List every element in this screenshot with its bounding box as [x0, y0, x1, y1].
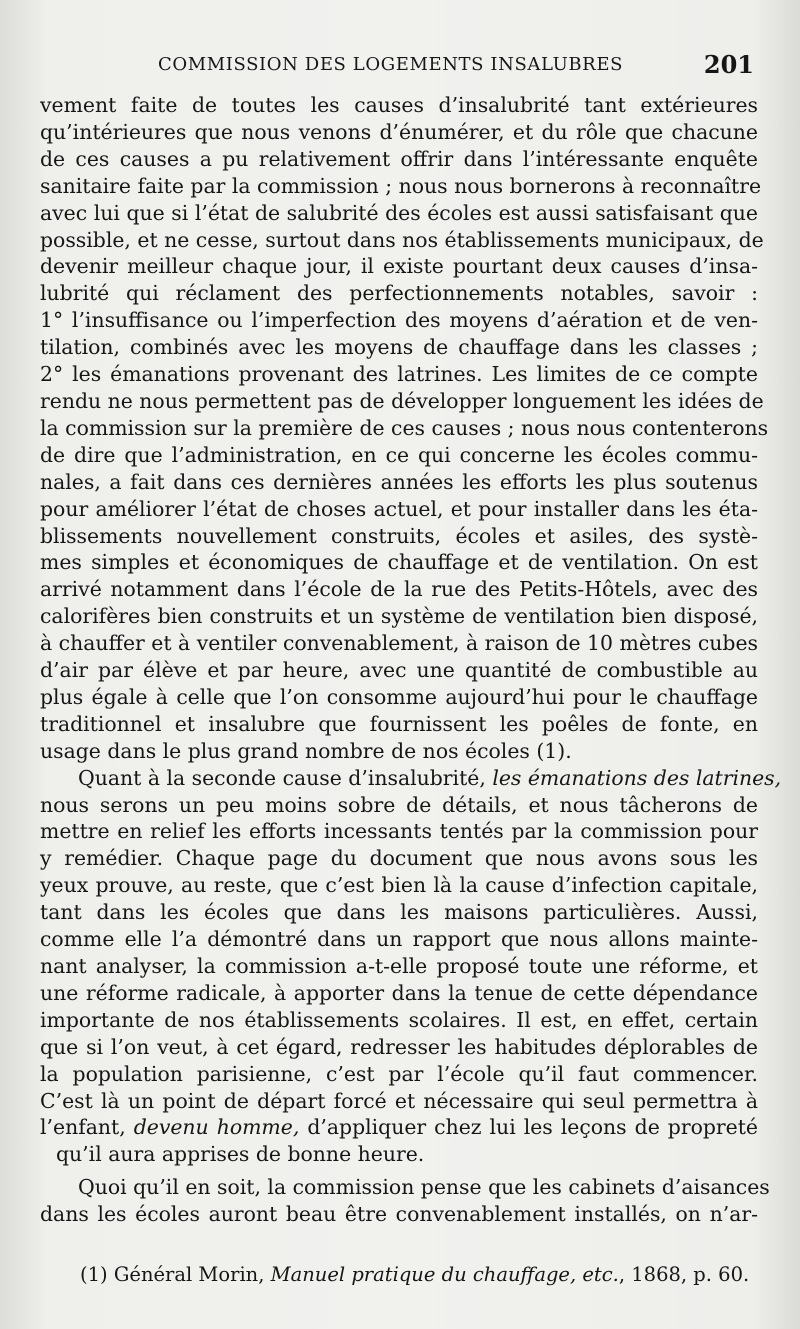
text-line: usage dans le plus grand nombre de nos écoles (1).	[40, 738, 572, 763]
italic-phrase: devenu homme,	[133, 1115, 300, 1140]
running-title: COMMISSION DES LOGEMENTS INSALUBRES	[158, 54, 623, 75]
text-line: sanitaire faite par la commission ; nous nous bornerons à reconnaître	[40, 173, 762, 198]
text-line: importante de nos établissements scolaires. Il est, en effet, certain	[40, 1007, 758, 1032]
text-line: rendu ne nous permettent pas de développer longuement les idées de	[40, 388, 764, 413]
text-line: nous serons un peu moins sobre de détails, et nous tâcherons de	[40, 792, 758, 817]
text-line-with-italic	[40, 765, 782, 792]
text-line: tilation, combinés avec les moyens de chauffage dans les classes ;	[40, 335, 758, 360]
page-number: 201	[703, 50, 754, 79]
text-run: d’appliquer chez lui les leçons de propreté	[299, 1115, 758, 1140]
text-line: nant analyser, la commission a-t-elle proposé toute une réforme, et	[40, 954, 758, 978]
text-line: dans les écoles auront beau être convenablement installés, on n’ar-	[40, 1202, 758, 1227]
text-line: 1° l’insuffisance ou l’imperfection des moyens d’aération et de ven-	[40, 308, 758, 333]
paragraph-1	[40, 92, 769, 765]
text-line: 2° les émanations provenant des latrines. Les limites de ce compte	[40, 362, 758, 387]
text-line: de ces causes a pu relativement offrir dans l’intéressante enquête	[40, 146, 758, 171]
text-line: de dire que l’administration, en ce qui concerne les écoles commu-	[40, 442, 758, 467]
text-line: d’air par élève et par heure, avec une quantité de combustible au	[40, 658, 758, 683]
body-text	[40, 92, 782, 1228]
text-line: la commission sur la première de ces causes ; nous nous contenterons	[40, 415, 769, 440]
footnote-citation: , 1868, p. 60.	[618, 1263, 750, 1286]
text-line: qu’intérieures que nous venons d’énumérer, et du rôle que chacune	[40, 119, 758, 144]
footnote-title: Manuel pratique du chauffage, etc.	[270, 1263, 619, 1286]
footnote	[80, 1262, 760, 1288]
text-line: vement faite de toutes les causes d’insalubrité tant extérieures	[40, 93, 758, 117]
text-line: tant dans les écoles que dans les maisons particulières. Aussi,	[40, 900, 758, 925]
text-line: qu’il aura apprises de bonne heure.	[56, 1142, 425, 1167]
text-line: arrivé notamment dans l’école de la rue des Petits-Hôtels, avec des	[40, 577, 758, 602]
text-line: devenir meilleur chaque jour, il existe pourtant deux causes d’insa-	[40, 254, 758, 279]
text-line: lubrité qui réclament des perfectionnements notables, savoir :	[40, 281, 758, 306]
text-line: avec lui que si l’état de salubrité des écoles est aussi satisfaisant que	[40, 200, 758, 225]
text-run: Quant à la seconde cause d’insalubrité,	[78, 765, 493, 790]
text-line: y remédier. Chaque page du document que nous avons sous les	[40, 846, 758, 871]
text-line: nales, a fait dans ces dernières années les efforts les plus soutenus	[40, 469, 758, 494]
text-line-with-italic	[40, 1114, 758, 1141]
text-line: mettre en relief les efforts incessants tentés par la commission pour	[40, 819, 758, 844]
text-line: traditionnel et insalubre que fournissent les poêles de fonte, en	[40, 711, 758, 736]
text-line: possible, et ne cesse, surtout dans nos établissements municipaux, de	[40, 227, 764, 252]
paragraph-3	[40, 1174, 770, 1228]
text-run: l’enfant,	[40, 1115, 134, 1140]
text-line: yeux prouve, au reste, que c’est bien là la cause d’infection capitale,	[40, 873, 758, 898]
footnote-marker: (1) Général Morin,	[80, 1263, 271, 1286]
text-line: une réforme radicale, à apporter dans la tenue de cette dépendance	[40, 980, 758, 1005]
text-line: blissements nouvellement construits, écoles et asiles, des systè-	[40, 523, 758, 548]
text-line: Quoi qu’il en soit, la commission pense que les cabinets d’aisances	[78, 1175, 770, 1200]
text-line: comme elle l’a démontré dans un rapport que nous allons mainte-	[40, 927, 758, 952]
text-line: mes simples et économiques de chauffage et de ventilation. On est	[40, 550, 758, 575]
text-line: la population parisienne, c’est par l’école qu’il faut commencer.	[40, 1061, 758, 1086]
text-line: pour améliorer l’état de choses actuel, et pour installer dans les éta-	[40, 496, 758, 521]
italic-phrase: les émanations des latrines,	[492, 765, 782, 790]
text-line: C’est là un point de départ forcé et nécessaire qui seul permettra à	[40, 1088, 758, 1113]
running-head	[40, 52, 760, 80]
paragraph-2	[40, 765, 782, 1169]
text-line: calorifères bien construits et un système de ventilation bien disposé,	[40, 604, 758, 629]
text-line: à chauffer et à ventiler convenablement, à raison de 10 mètres cubes	[40, 631, 758, 656]
text-line: que si l’on veut, à cet égard, redresser les habitudes déplorables de	[40, 1034, 758, 1059]
text-line: plus égale à celle que l’on consomme aujourd’hui pour le chauffage	[40, 684, 758, 709]
